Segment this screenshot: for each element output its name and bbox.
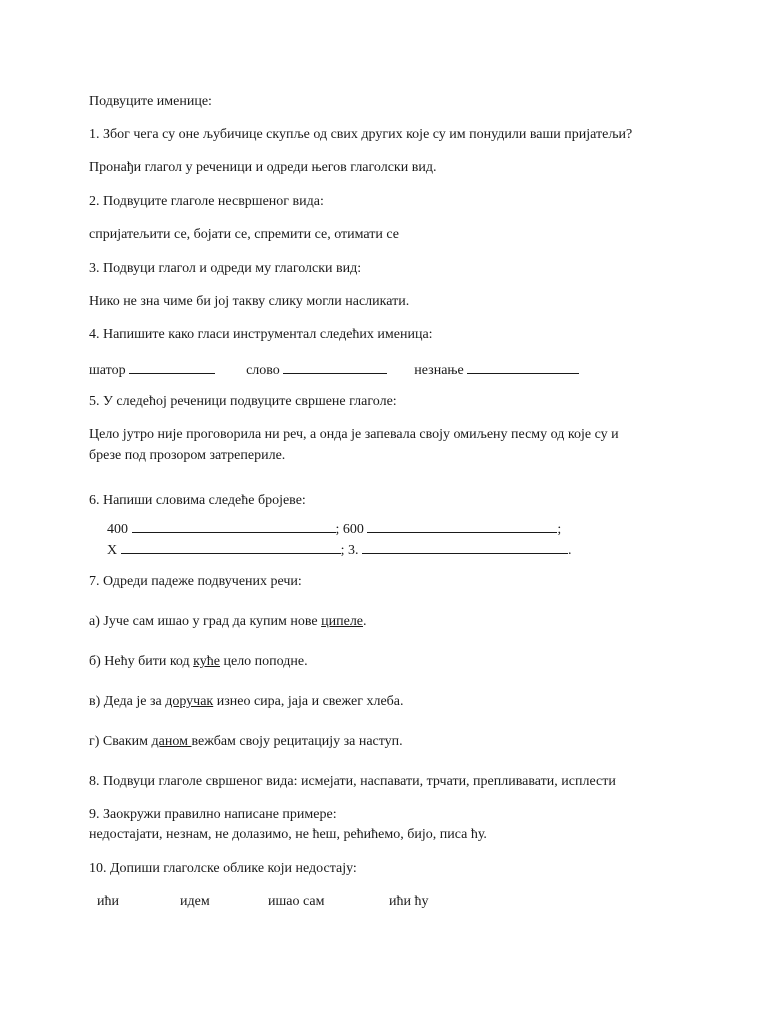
question-4-blanks (89, 361, 579, 379)
underlined-word: даном (151, 734, 192, 749)
underlined-word: куће (193, 654, 220, 669)
answer-blank[interactable] (467, 361, 579, 374)
case-text: г) Сваким (89, 734, 152, 749)
question-5-sentence-1: Цело јутро није проговорила ни реч, а онда је запевала своју омиљену песму од које су и (89, 427, 619, 442)
question-10: 10. Допиши глаголске облике који недостају: (89, 861, 357, 876)
number-400: 400 (107, 522, 128, 537)
noun-shator: шатор (89, 363, 126, 378)
question-1-task: Пронађи глагол у реченици и одреди његов глаголски вид. (89, 160, 437, 175)
noun-slovo: слово (246, 363, 280, 378)
question-7: 7. Одреди падеже подвучених речи: (89, 574, 302, 589)
answer-blank[interactable] (121, 541, 341, 554)
case-text: б) Нећу бити код (89, 654, 194, 669)
case-text: цело поподне. (219, 654, 308, 669)
underlined-word: доручак (165, 694, 214, 709)
separator: . (568, 543, 572, 558)
case-item-d (89, 734, 403, 750)
case-item-b (89, 654, 308, 670)
case-item-a (89, 614, 367, 630)
question-2-words: спријатељити се, бојати се, спремити се, отимати се (89, 227, 399, 242)
question-1: 1. Због чега су оне љубичице скупље од свих других које су им понудили ваши пријатељи? (89, 127, 633, 142)
noun-neznanje: незнање (414, 363, 464, 378)
verb-form-infinitive: ићи (97, 894, 119, 909)
question-3: 3. Подвуци глагол и одреди му глаголски вид: (89, 261, 362, 276)
number-x: X (107, 543, 118, 558)
answer-blank[interactable] (367, 520, 557, 533)
case-text: . (363, 614, 367, 629)
question-2: 2. Подвуците глаголе несвршеног вида: (89, 194, 324, 209)
separator: ; (340, 543, 345, 558)
question-6-row-1 (107, 520, 561, 538)
verb-form-future: ићи ћу (389, 894, 429, 909)
answer-blank[interactable] (129, 361, 215, 374)
question-9: 9. Заокружи правилно написане примере: (89, 807, 337, 822)
underlined-word: ципеле (321, 614, 364, 629)
answer-blank[interactable] (362, 541, 568, 554)
case-text: изнео сира, јаја и свежег хлеба. (213, 694, 404, 709)
question-8: 8. Подвуци глаголе свршеног вида: исмејати, наспавати, трчати, препливавати, исплести (89, 774, 616, 789)
question-9-examples: недостајати, незнам, не долазимо, не ћеш, рећићемо, бијо, писа ћу. (89, 827, 487, 842)
number-600: 600 (342, 522, 364, 537)
question-5: 5. У следећој реченици подвуците свршене глаголе: (89, 394, 397, 409)
verb-form-perfect: ишао сам (268, 894, 325, 909)
question-3-sentence: Нико не зна чиме би јој такву слику могли насликати. (89, 294, 410, 309)
question-6-row-2 (107, 541, 572, 559)
question-6: 6. Напиши словима следеће бројеве: (89, 493, 306, 508)
verb-form-present: идем (180, 894, 210, 909)
case-text: а) Јуче сам ишао у град да купим нове (89, 614, 322, 629)
answer-blank[interactable] (132, 520, 336, 533)
case-text: вежбам своју рецитацију за наступ. (191, 734, 403, 749)
answer-blank[interactable] (283, 361, 387, 374)
instruction-nouns: Подвуците именице: (89, 94, 212, 109)
separator: ; (557, 522, 562, 537)
separator: ; (335, 522, 340, 537)
question-5-sentence-2: брезе под прозором затрепериле. (89, 448, 286, 463)
number-3: 3. (348, 543, 359, 558)
case-item-c (89, 694, 404, 710)
case-text: в) Деда је за (89, 694, 166, 709)
question-4: 4. Напишите како гласи инструментал следећих именица: (89, 327, 433, 342)
